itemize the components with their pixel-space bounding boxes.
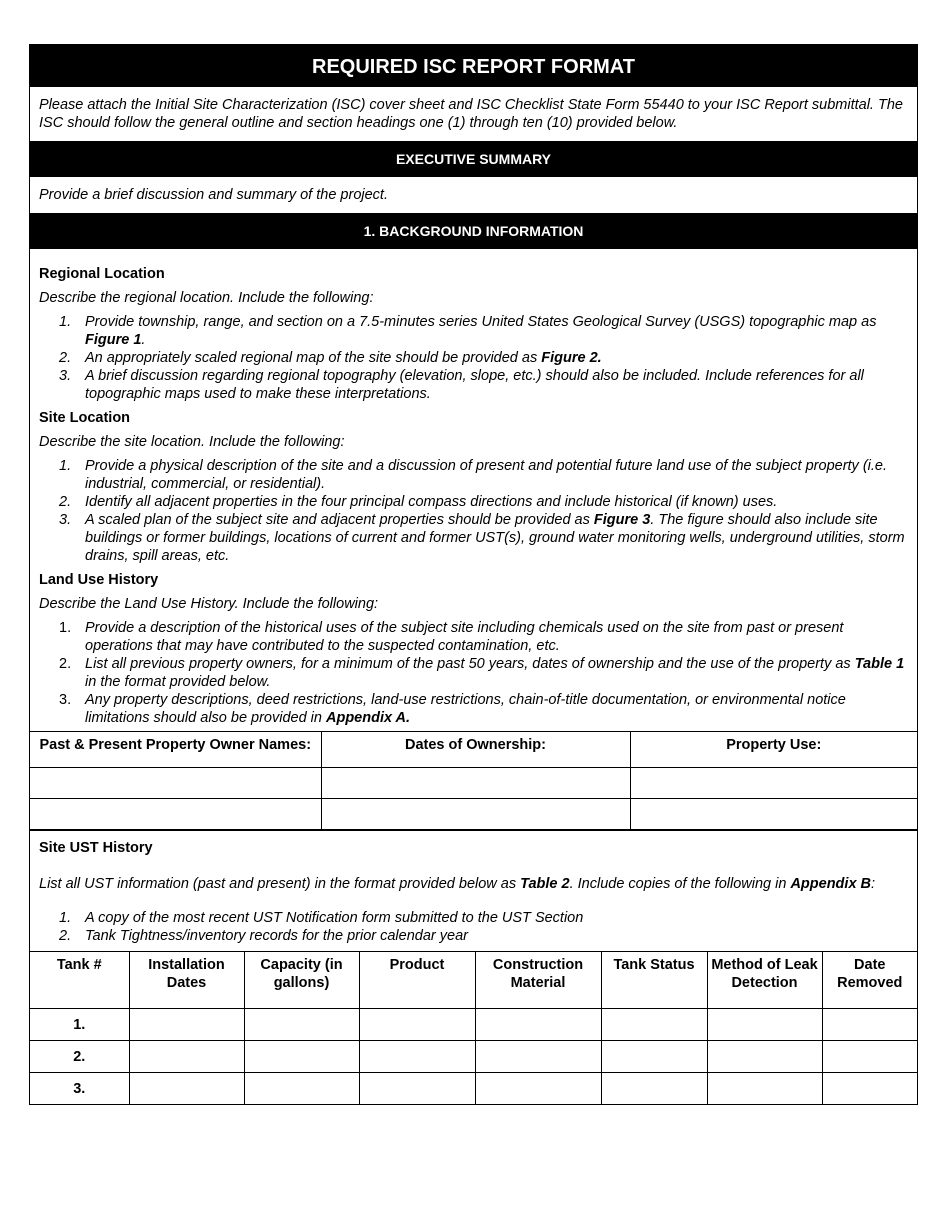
table-cell[interactable] bbox=[359, 1041, 475, 1073]
property-use-header: Property Use: bbox=[630, 732, 917, 768]
background-section bbox=[30, 249, 917, 731]
site-location-title: Site Location bbox=[39, 410, 131, 426]
regional-location-list bbox=[30, 313, 917, 403]
table-cell[interactable] bbox=[475, 1073, 601, 1105]
table-cell[interactable] bbox=[707, 1009, 822, 1041]
table-row bbox=[30, 1073, 917, 1105]
ust-history-title: Site UST History bbox=[39, 840, 153, 856]
regional-location-title: Regional Location bbox=[39, 266, 165, 282]
tank-number: 3. bbox=[30, 1073, 129, 1105]
executive-summary-text: Provide a brief discussion and summary of the project. bbox=[30, 177, 917, 214]
table-cell[interactable] bbox=[601, 1009, 707, 1041]
ust-history-desc: List all UST information (past and present) in the format provided below as Table 2. Include copies of the following in Appendix B: bbox=[39, 876, 876, 892]
dates-of-ownership-header: Dates of Ownership: bbox=[321, 732, 630, 768]
page-title: REQUIRED ISC REPORT FORMAT bbox=[30, 45, 917, 87]
site-location-desc: Describe the site location. Include the following: bbox=[39, 434, 345, 450]
list-item: 1. Provide a physical description of the site and a discussion of present and potential future land use of the subject property (i.e. industrial, commercial, or residential). bbox=[59, 458, 888, 492]
capacity-header: Capacity (in gallons) bbox=[244, 952, 359, 1009]
land-use-history-title: Land Use History bbox=[39, 572, 159, 588]
table-cell[interactable] bbox=[244, 1073, 359, 1105]
table-cell[interactable] bbox=[244, 1041, 359, 1073]
table-cell[interactable] bbox=[475, 1041, 601, 1073]
land-use-history-desc: Describe the Land Use History. Include the following: bbox=[39, 596, 379, 612]
table-cell[interactable] bbox=[30, 768, 321, 799]
table-cell[interactable] bbox=[129, 1041, 244, 1073]
intro-text: Please attach the Initial Site Characterization (ISC) cover sheet and ISC Checklist State Form 55440 to your ISC Report submittal. The ISC should follow the general outline and section headings one (1) through ten (10) provided below. bbox=[30, 87, 917, 142]
list-item: 2. Tank Tightness/inventory records for the prior calendar year bbox=[59, 928, 468, 944]
table-cell[interactable] bbox=[321, 799, 630, 830]
table-row bbox=[30, 1009, 917, 1041]
ust-table bbox=[30, 951, 917, 1104]
table-cell[interactable] bbox=[244, 1009, 359, 1041]
list-item: 3. A scaled plan of the subject site and adjacent properties should be provided as Figure 3. The figure should also include site buildings or former buildings, locations of current and former UST(s), ground water monitoring wells, underground utilities, storm drains, spill areas, etc. bbox=[59, 512, 905, 564]
table-cell[interactable] bbox=[822, 1009, 917, 1041]
tank-number: 2. bbox=[30, 1041, 129, 1073]
executive-summary-heading: EXECUTIVE SUMMARY bbox=[30, 142, 917, 177]
table-cell[interactable] bbox=[822, 1073, 917, 1105]
table-row bbox=[30, 799, 917, 830]
table-cell[interactable] bbox=[630, 768, 917, 799]
tank-number: 1. bbox=[30, 1009, 129, 1041]
list-item: 2. List all previous property owners, for a minimum of the past 50 years, dates of ownership and the use of the property as Table 1 in the format provided below. bbox=[59, 656, 905, 690]
table-row bbox=[30, 768, 917, 799]
table-cell[interactable] bbox=[359, 1009, 475, 1041]
site-location-list bbox=[30, 457, 917, 565]
leak-detection-header: Method of Leak Detection bbox=[707, 952, 822, 1009]
property-owner-table bbox=[30, 731, 917, 830]
installation-dates-header: Installation Dates bbox=[129, 952, 244, 1009]
table-cell[interactable] bbox=[129, 1009, 244, 1041]
construction-material-header: Construction Material bbox=[475, 952, 601, 1009]
list-item: 2. An appropriately scaled regional map of the site should be provided as Figure 2. bbox=[59, 350, 602, 366]
report-format-form bbox=[29, 44, 918, 1105]
table-cell[interactable] bbox=[630, 799, 917, 830]
date-removed-header: Date Removed bbox=[822, 952, 917, 1009]
table-cell[interactable] bbox=[30, 799, 321, 830]
table-cell[interactable] bbox=[822, 1041, 917, 1073]
table-cell[interactable] bbox=[601, 1073, 707, 1105]
ust-history-list bbox=[30, 909, 917, 945]
table-cell[interactable] bbox=[707, 1041, 822, 1073]
background-heading: 1. BACKGROUND INFORMATION bbox=[30, 214, 917, 249]
table-row bbox=[30, 1041, 917, 1073]
list-item: 3. Any property descriptions, deed restrictions, land-use restrictions, chain-of-title documentation, or environmental notice limitations should also be provided in Appendix A. bbox=[59, 692, 846, 726]
table-cell[interactable] bbox=[475, 1009, 601, 1041]
table-cell[interactable] bbox=[707, 1073, 822, 1105]
ust-history-section bbox=[30, 830, 917, 951]
table-cell[interactable] bbox=[359, 1073, 475, 1105]
table-cell[interactable] bbox=[601, 1041, 707, 1073]
list-item: 1. Provide township, range, and section on a 7.5-minutes series United States Geological Survey (USGS) topographic map as Figure 1. bbox=[59, 314, 877, 348]
list-item: 1. A copy of the most recent UST Notification form submitted to the UST Section bbox=[59, 910, 584, 926]
table-cell[interactable] bbox=[321, 768, 630, 799]
owner-names-header: Past & Present Property Owner Names: bbox=[30, 732, 321, 768]
list-item: 3. A brief discussion regarding regional topography (elevation, slope, etc.) should also be included. Include references for all topographic maps used to make these interpretations. bbox=[59, 368, 864, 402]
tank-status-header: Tank Status bbox=[601, 952, 707, 1009]
list-item: 2. Identify all adjacent properties in the four principal compass directions and include historical (if known) uses. bbox=[59, 494, 778, 510]
land-use-history-list bbox=[30, 619, 917, 727]
product-header: Product bbox=[359, 952, 475, 1009]
regional-location-desc: Describe the regional location. Include the following: bbox=[39, 290, 374, 306]
list-item: 1. Provide a description of the historical uses of the subject site including chemicals used on the site from past or present operations that may have contributed to the suspected contamination, etc. bbox=[59, 620, 844, 654]
table-cell[interactable] bbox=[129, 1073, 244, 1105]
tank-number-header: Tank # bbox=[30, 952, 129, 1009]
